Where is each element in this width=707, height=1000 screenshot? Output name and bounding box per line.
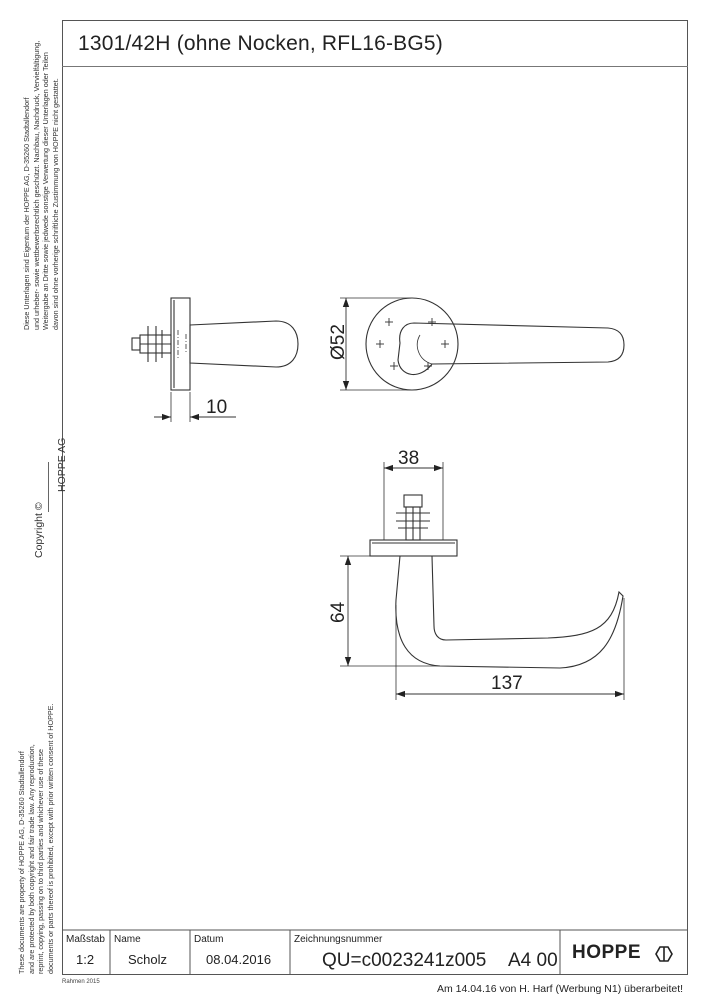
dim-38-label: 38 bbox=[398, 448, 420, 469]
drawing-number: QU=c0023241z005 bbox=[322, 950, 487, 971]
paper-format: A4 00 bbox=[508, 950, 558, 971]
dim-137-label: 137 bbox=[491, 673, 523, 694]
date-value: 08.04.2016 bbox=[206, 952, 272, 967]
legal-de-line: Weitergabe an Dritte sowie jedwede sonstige Verwertung dieser Unterlagen oder Teilen bbox=[41, 52, 51, 330]
side-view-spindle bbox=[132, 338, 140, 350]
hoppe-logo-text: HOPPE bbox=[572, 942, 642, 963]
legal-de-line: Diese Unterlagen sind Eigentum der HOPPE AG, D-35260 Stadtallendorf bbox=[22, 97, 31, 330]
front-view-screw-marks bbox=[376, 318, 449, 370]
name-value: Scholz bbox=[128, 952, 168, 967]
hoppe-logo-icon bbox=[656, 947, 672, 961]
legal-en-line: documents or parts thereof is prohibited, except with prior written consent of HOPPE. bbox=[45, 703, 55, 974]
scale-label: Maßstab bbox=[66, 934, 105, 945]
dim-10-label: 10 bbox=[206, 397, 228, 418]
top-view-rosette bbox=[370, 540, 457, 556]
top-view-spindle-head bbox=[404, 495, 422, 507]
frame-note: Rahmen 2015 bbox=[62, 979, 100, 985]
legal-de-line: davon sind ohne vorherige schriftliche Zustimmung von HOPPE nicht gestattet. bbox=[50, 78, 60, 330]
top-view-lever bbox=[396, 556, 623, 668]
date-label: Datum bbox=[194, 934, 224, 945]
dim-64-label: 64 bbox=[328, 601, 349, 623]
company-label: HOPPE AG bbox=[56, 437, 68, 492]
drawing-number-label: Zeichnungsnummer bbox=[294, 934, 383, 945]
name-label: Name bbox=[114, 934, 141, 945]
front-view bbox=[340, 298, 624, 390]
top-view bbox=[340, 462, 624, 700]
front-view-lever-neck bbox=[417, 335, 432, 364]
legal-en-line: These documents are property of HOPPE AG, D-35260 Stadtallendorf bbox=[17, 751, 26, 974]
legal-en-line: reprint, copying, passing on to third parties and whichever use of these bbox=[36, 749, 46, 974]
copyright-label: Copyright © bbox=[33, 502, 45, 558]
front-view-lever bbox=[398, 323, 624, 375]
dim-52-label: Ø52 bbox=[328, 324, 349, 360]
scale-value: 1:2 bbox=[76, 952, 95, 967]
revision-note: Am 14.04.16 von H. Harf (Werbung N1) überarbeitet! bbox=[437, 983, 684, 995]
legal-en-line: and are protected by both copyright and fair trade law. Any reproduction, bbox=[26, 744, 36, 974]
side-view-lever bbox=[190, 321, 298, 367]
drawing-title: 1301/42H (ohne Nocken, RFL16-BG5) bbox=[78, 32, 443, 55]
legal-de-line: und urheber- sowie wettbewerbsrechtlich geschützt. Nachbau, Nachdruck, Vervielfältigung, bbox=[31, 40, 41, 330]
